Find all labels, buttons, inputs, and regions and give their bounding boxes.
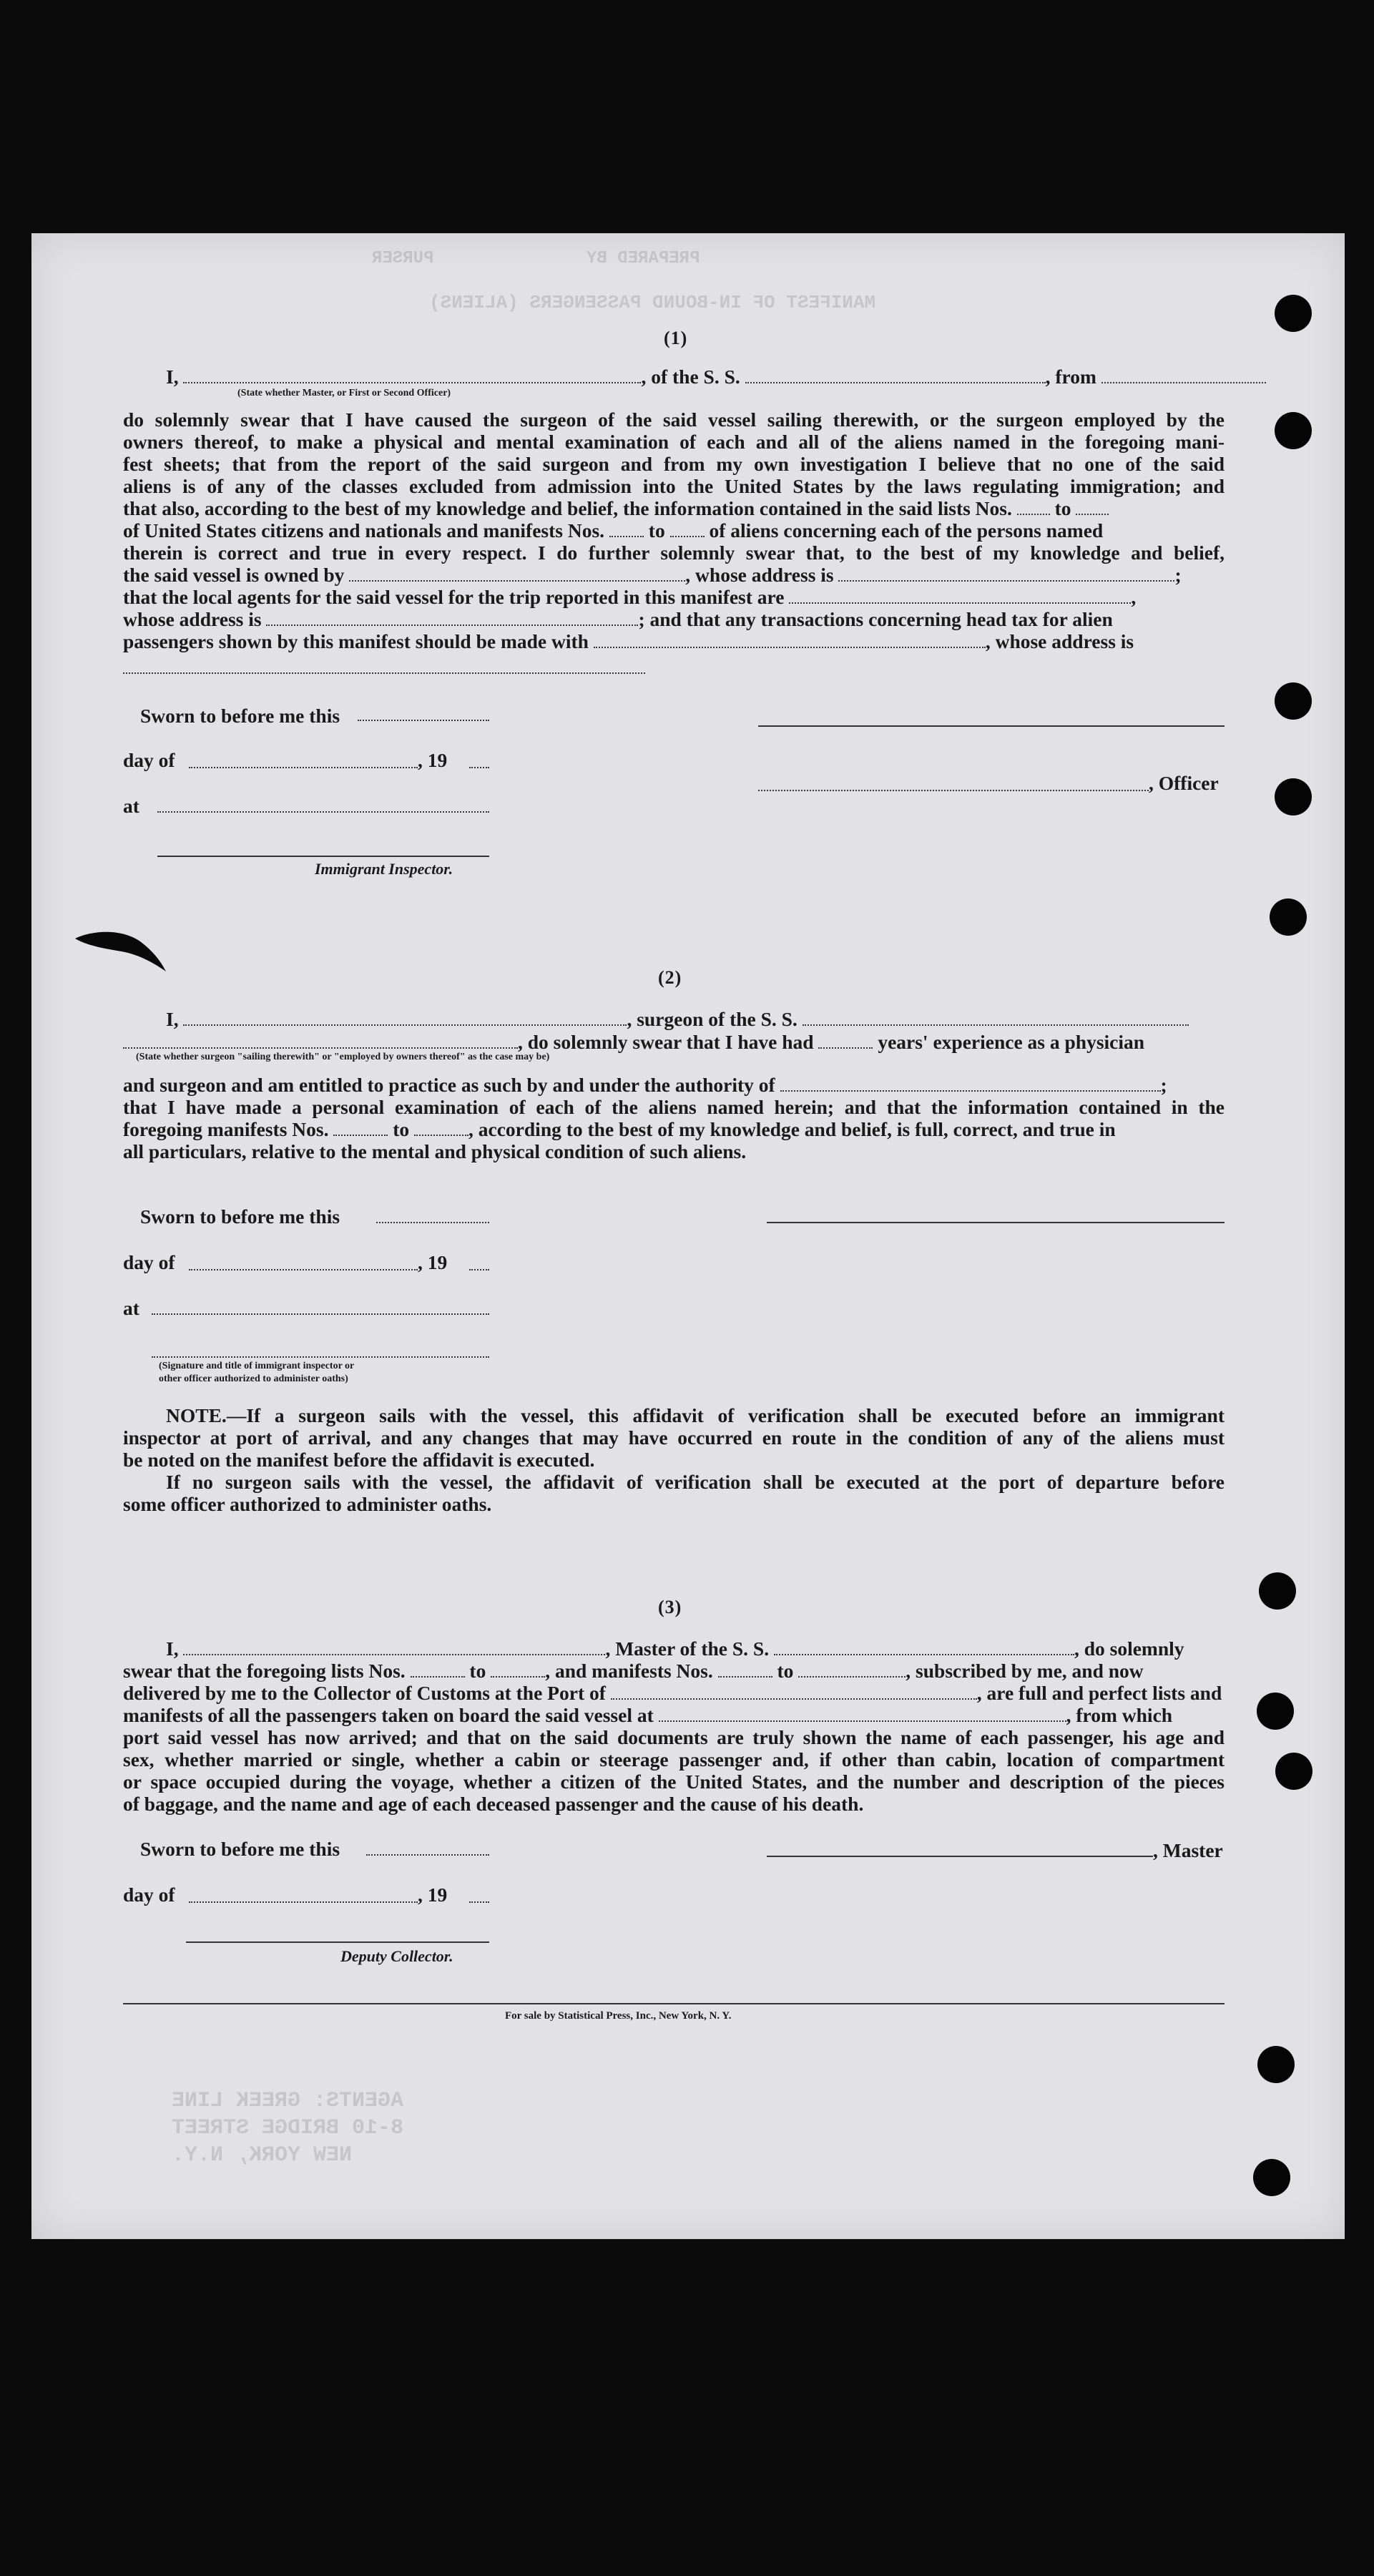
affidavit-text: , subscribed by me, and now xyxy=(906,1660,1144,1682)
punch-hole xyxy=(1275,295,1312,332)
note-text: —If a surgeon sails with the vessel, this affidavit of verification shall be executed before an immigrant xyxy=(226,1404,1225,1426)
note-label: NOTE. xyxy=(166,1404,227,1426)
affidavit-text: years' experience as a physician xyxy=(878,1031,1145,1053)
affidavit-text: ; xyxy=(1174,564,1182,586)
year-field[interactable] xyxy=(469,767,489,768)
affidavit-line xyxy=(123,498,1225,519)
day-field[interactable] xyxy=(189,1269,418,1270)
affidavit-text: to xyxy=(648,519,665,542)
year-line xyxy=(418,1252,504,1273)
day-field[interactable] xyxy=(189,1901,418,1903)
officer-line xyxy=(1149,773,1227,794)
bleed-through-text: AGENTS: GREEK LINE xyxy=(172,2089,404,2113)
section-number: (2) xyxy=(658,967,682,988)
officer-signature-field[interactable] xyxy=(758,725,1225,727)
punch-hole xyxy=(1257,2046,1295,2083)
year-text: , 19 xyxy=(418,1251,448,1273)
affidavit-text: , whose address is xyxy=(685,564,834,586)
affidavit-line: sex, whether married or single, whether a cabin or steerage passenger and, if other than cabin, location of compartment xyxy=(123,1748,1225,1771)
list-no-from-field[interactable] xyxy=(1017,499,1050,515)
affidavit-line xyxy=(123,587,1225,608)
signature-caption: (Signature and title of immigrant inspector or xyxy=(159,1361,355,1371)
affidavit-line: aliens is of any of the classes excluded from admission into the United States by the laws regulating immigration; and xyxy=(123,475,1225,497)
affidavit-text: , whose address is xyxy=(985,630,1134,652)
sworn-line xyxy=(140,1206,569,1228)
list-no-to-field[interactable] xyxy=(491,1662,545,1678)
vessel-name-field[interactable] xyxy=(745,368,1046,383)
bleed-through-text: 8-10 BRIDGE STREET xyxy=(172,2116,404,2140)
at-field[interactable] xyxy=(157,811,489,813)
list-no-from-field[interactable] xyxy=(411,1662,465,1678)
at-text: at xyxy=(123,1297,139,1319)
field-note: (State whether surgeon "sailing therewith" or "employed by owners thereof" as the case may be) xyxy=(136,1052,550,1062)
master-line xyxy=(1153,1840,1232,1861)
affidavit-line: or space occupied during the voyage, whether a citizen of the United States, and the number and description of the pieces xyxy=(123,1771,1225,1793)
affidavit-line: that I have made a personal examination of each of the aliens named herein; and that the information contained in the xyxy=(123,1096,1225,1118)
affidavit-text: that the local agents for the said vessel for the trip reported in this manifest are xyxy=(123,586,785,608)
collector-caption: Deputy Collector. xyxy=(340,1947,453,1965)
bleed-through-text: MANIFEST OF IN-BOUND PASSENGERS (ALIENS) xyxy=(429,292,876,313)
bleed-through-text: PREPARED BY xyxy=(587,249,700,268)
affidavit-text: to xyxy=(393,1118,410,1140)
punch-hole xyxy=(1259,1572,1296,1610)
sworn-text: Sworn to before me this xyxy=(140,1838,340,1860)
sworn-text: Sworn to before me this xyxy=(140,705,340,727)
printer-imprint: For sale by Statistical Press, Inc., New York, N. Y. xyxy=(505,2010,732,2022)
year-line xyxy=(418,1884,504,1906)
inspector-signature-field[interactable] xyxy=(152,1356,489,1358)
footer-rule xyxy=(123,2003,1225,2004)
affidavit-text: , surgeon of the S. S. xyxy=(627,1008,798,1030)
note-line: be noted on the manifest before the affidavit is executed. xyxy=(123,1449,595,1471)
day-text: day of xyxy=(123,1251,175,1273)
affidavit-line xyxy=(123,1660,1225,1682)
affidavit-text: , according to the best of my knowledge and belief, is full, correct, and true in xyxy=(468,1118,1116,1140)
note-line xyxy=(123,1405,1225,1426)
affidavit-text: , and manifests Nos. xyxy=(545,1660,713,1682)
affidavit-text: I, xyxy=(166,1008,179,1030)
bleed-through-text: PURSER xyxy=(372,249,434,268)
sworn-line xyxy=(140,705,569,727)
sworn-line xyxy=(140,1838,569,1860)
affidavit-text: delivered by me to the Collector of Customs at the Port of xyxy=(123,1682,606,1704)
master-name-field[interactable] xyxy=(183,1640,605,1655)
at-field[interactable] xyxy=(152,1313,489,1315)
officer-text: , Officer xyxy=(1149,772,1219,794)
manifest-no-from-field[interactable] xyxy=(333,1120,388,1136)
affidavit-text: I, xyxy=(166,1637,179,1660)
inspector-signature-field[interactable] xyxy=(157,856,489,857)
surgeon-name-field[interactable] xyxy=(183,1010,627,1026)
punch-hole xyxy=(1275,682,1312,720)
sworn-date-field[interactable] xyxy=(376,1222,489,1223)
affidavit-text: to xyxy=(469,1660,486,1682)
affidavit-text: manifests of all the passengers taken on board the said vessel at xyxy=(123,1704,654,1726)
affidavit-text: foregoing manifests Nos. xyxy=(123,1118,329,1140)
collector-signature-field[interactable] xyxy=(186,1941,489,1943)
sworn-date-field[interactable] xyxy=(358,720,489,721)
year-field[interactable] xyxy=(469,1269,489,1270)
field-note: (State whether Master, or First or Second Officer) xyxy=(237,388,451,398)
note-line: inspector at port of arrival, and any changes that may have occurred en route in the condition of any of the aliens must xyxy=(123,1426,1225,1449)
affidavit-text: ; xyxy=(1160,1074,1167,1096)
master-signature-field[interactable] xyxy=(767,1856,1153,1857)
affidavit-text: , are full and perfect lists and xyxy=(976,1682,1222,1704)
affidavit-line xyxy=(123,1032,1225,1053)
address-continuation-field[interactable] xyxy=(123,672,645,674)
authority-field[interactable] xyxy=(780,1076,1161,1092)
punch-hole xyxy=(1275,1753,1312,1790)
port-from-field[interactable] xyxy=(1101,368,1266,383)
affidavit-text: , from which xyxy=(1066,1704,1173,1726)
port-field[interactable] xyxy=(611,1684,977,1700)
year-field[interactable] xyxy=(469,1901,489,1903)
manifest-no-to-field[interactable] xyxy=(670,521,705,537)
affidavit-line: all particulars, relative to the mental and physical condition of such aliens. xyxy=(123,1140,747,1162)
affidavit-text: of aliens concerning each of the persons named xyxy=(709,519,1104,542)
affidavit-text: passengers shown by this manifest should be made with xyxy=(123,630,589,652)
affidavit-line xyxy=(123,520,1225,542)
affidavit-text: , do solemnly swear that I have had xyxy=(518,1031,814,1053)
day-text: day of xyxy=(123,749,175,771)
officer-title-field[interactable] xyxy=(758,790,1149,791)
affidavit-text: to xyxy=(1054,497,1071,519)
surgeon-vessel-field[interactable] xyxy=(803,1010,1189,1026)
affidavit-text: , of the S. S. xyxy=(641,366,740,388)
sworn-text: Sworn to before me this xyxy=(140,1205,340,1228)
owner-field[interactable] xyxy=(349,566,685,582)
affidavit-line xyxy=(123,1705,1225,1726)
agents-address-field[interactable] xyxy=(266,610,638,626)
year-line xyxy=(418,750,504,771)
year-text: , 19 xyxy=(418,749,448,771)
ink-smudge xyxy=(72,920,172,977)
at-line xyxy=(123,795,195,817)
boarding-port-field[interactable] xyxy=(659,1706,1066,1722)
affidavit-line xyxy=(123,1119,1225,1140)
affidavit-line xyxy=(123,564,1225,586)
signature-caption: other officer authorized to administer oaths) xyxy=(159,1373,348,1384)
affidavit-text: , from xyxy=(1045,366,1096,388)
punch-hole xyxy=(1253,2159,1290,2196)
affidavit-line: port said vessel has now arrived; and that on the said documents are truly shown the name of each passenger, his age and xyxy=(123,1726,1225,1748)
surgeon-status-field[interactable] xyxy=(123,1033,518,1049)
affidavit-line: do solemnly swear that I have caused the surgeon of the said vessel sailing therewith, or the surgeon employed by the xyxy=(123,408,1225,431)
affidavit-line xyxy=(123,631,1225,652)
note-text: If no surgeon sails with the vessel, the affidavit of verification shall be executed at the port of departure before xyxy=(166,1471,1225,1493)
day-text: day of xyxy=(123,1884,175,1906)
day-field[interactable] xyxy=(189,767,418,768)
affidavit-line xyxy=(123,366,1225,388)
punch-hole xyxy=(1270,898,1307,936)
punch-hole xyxy=(1275,412,1312,449)
affidavit-line xyxy=(123,1074,1225,1096)
affidavit-line: therein is correct and true in every respect. I do further solemnly swear that, to the best of my knowledge and belief, xyxy=(123,542,1225,564)
manifest-no-from-field[interactable] xyxy=(609,521,644,537)
affidavit-line xyxy=(123,1638,1225,1660)
affidavit-text: of United States citizens and nationals and manifests Nos. xyxy=(123,519,605,542)
affidavit-text: the said vessel is owned by xyxy=(123,564,345,586)
affidavit-line xyxy=(123,609,1225,630)
affidavit-text: , Master of the S. S. xyxy=(605,1637,770,1660)
manifest-no-to-field[interactable] xyxy=(798,1662,906,1678)
affidavit-line: of baggage, and the name and age of each deceased passenger and the cause of his death. xyxy=(123,1793,864,1815)
note-line: some officer authorized to administer oaths. xyxy=(123,1493,492,1515)
affidavit-line: owners thereof, to make a physical and mental examination of each and all of the aliens named in the foregoing mani- xyxy=(123,431,1225,453)
section-number: (1) xyxy=(664,328,688,348)
punch-hole xyxy=(1257,1693,1294,1730)
head-tax-party-field[interactable] xyxy=(594,632,986,648)
affidavit-text: and surgeon and am entitled to practice as such by and under the authority of xyxy=(123,1074,775,1096)
affidavit-text: to xyxy=(777,1660,794,1682)
affidavit-text: ; and that any transactions concerning head tax for alien xyxy=(638,608,1113,630)
affidavit-line: fest sheets; that from the report of the said surgeon and from my own investigation I believe that no one of the said xyxy=(123,453,1225,475)
officer-name-field[interactable] xyxy=(183,368,641,383)
list-no-to-field[interactable] xyxy=(1076,499,1109,515)
bleed-through-text: NEW YORK, N.Y. xyxy=(172,2143,353,2168)
experience-years-field[interactable] xyxy=(818,1033,873,1049)
year-text: , 19 xyxy=(418,1884,448,1906)
owner-address-field[interactable] xyxy=(838,566,1174,582)
inspector-caption: Immigrant Inspector. xyxy=(315,860,453,878)
surgeon-signature-field[interactable] xyxy=(767,1222,1225,1223)
affidavit-line xyxy=(123,1683,1225,1704)
master-text: , Master xyxy=(1153,1839,1223,1861)
affidavit-text: I, xyxy=(166,366,179,388)
manifest-no-to-field[interactable] xyxy=(414,1120,468,1136)
section-number: (3) xyxy=(658,1597,682,1617)
affidavit-text: that also, according to the best of my knowledge and belief, the information contained in the said lists Nos. xyxy=(123,497,1012,519)
local-agents-field[interactable] xyxy=(789,588,1131,604)
note-line xyxy=(123,1471,1225,1493)
at-text: at xyxy=(123,795,139,817)
affidavit-text: swear that the foregoing lists Nos. xyxy=(123,1660,406,1682)
affidavit-text: , xyxy=(1131,586,1137,608)
at-line xyxy=(123,1298,195,1319)
affidavit-text: whose address is xyxy=(123,608,262,630)
punch-hole xyxy=(1275,778,1312,816)
manifest-no-from-field[interactable] xyxy=(718,1662,772,1678)
sworn-date-field[interactable] xyxy=(366,1854,489,1856)
affidavit-text: , do solemnly xyxy=(1074,1637,1184,1660)
affidavit-line xyxy=(123,1009,1225,1030)
master-vessel-field[interactable] xyxy=(774,1640,1074,1655)
